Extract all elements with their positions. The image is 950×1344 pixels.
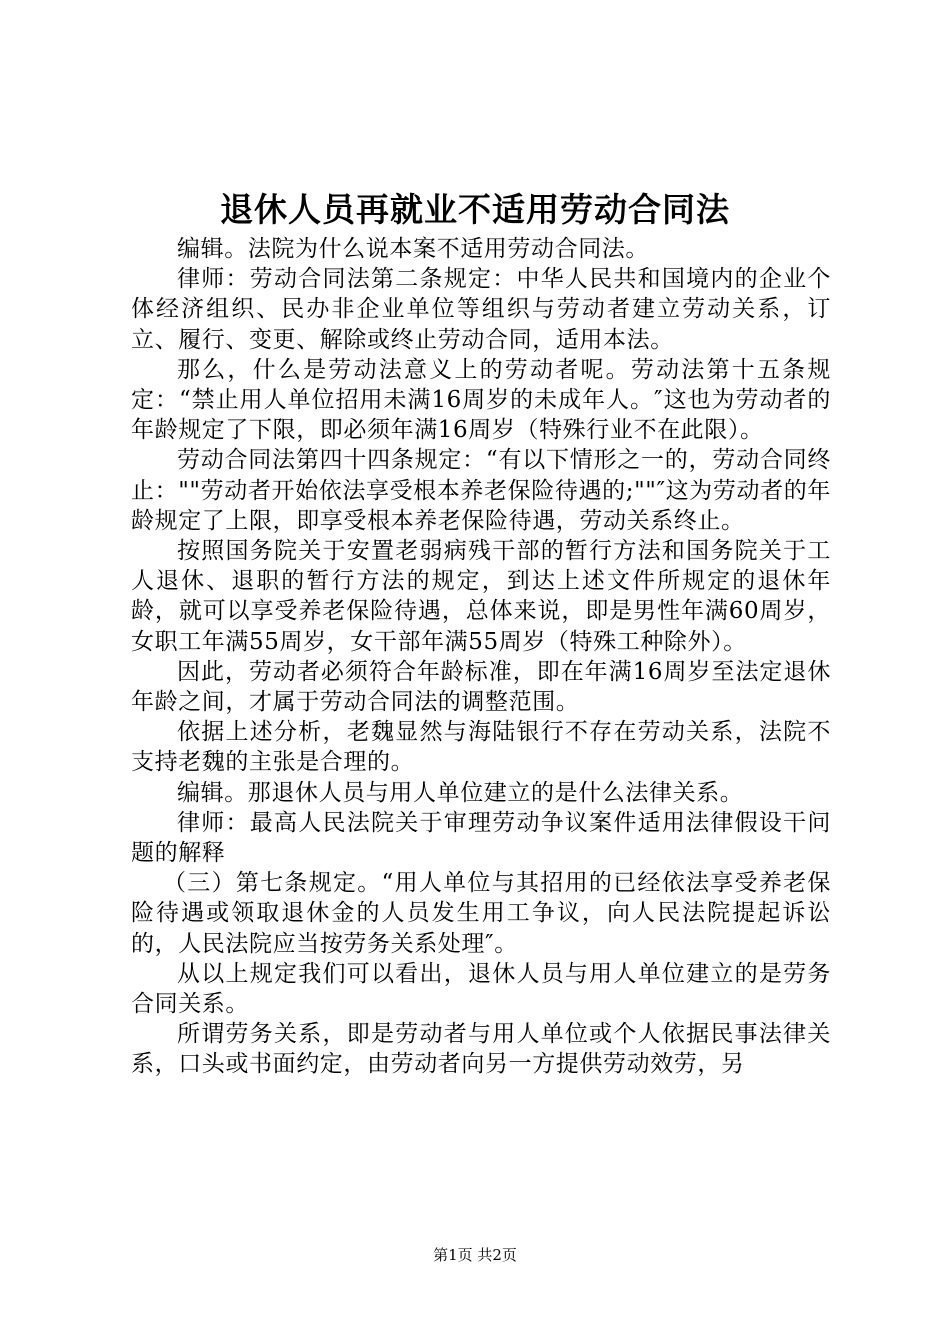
paragraph: 从以上规定我们可以看出，退休人员与用人单位建立的是劳务合同关系。 [131, 960, 831, 1018]
paragraph: 按照国务院关于安置老弱病残干部的暂行方法和国务院关于工人退休、退职的暂行方法的规定，到达上述文件所规定的退休年龄，就可以享受养老保险待遇，总体来说，即是男性年满60周岁，女职工年满55周岁，女干部年满55周岁（特殊工种除外）。 [131, 538, 831, 655]
paragraph: 所谓劳务关系，即是劳动者与用人单位或个人依据民事法律关系，口头或书面约定，由劳动者向另一方提供劳动效劳，另 [131, 1021, 831, 1078]
paragraph: 律师：劳动合同法第二条规定：中华人民共和国境内的企业个体经济组织、民办非企业单位等组织与劳动者建立劳动关系，订立、履行、变更、解除或终止劳动合同，适用本法。 [131, 266, 831, 353]
page-number-footer: 第1页 共2页 [433, 1246, 517, 1264]
document-body [131, 234, 831, 1080]
document-title: 退休人员再就业不适用劳动合同法 [220, 190, 730, 229]
paragraph: （三）第七条规定。“用人单位与其招用的已经依法享受养老保险待遇或领取退休金的人员发生用工争议，向人民法院提起诉讼的，人民法院应当按劳务关系处理″。 [131, 870, 831, 957]
paragraph: 律师：最高人民法院关于审理劳动争议案件适用法律假设干问题的解释 [131, 809, 831, 867]
paragraph: 依据上述分析，老魏显然与海陆银行不存在劳动关系，法院不支持老魏的主张是合理的。 [131, 719, 831, 776]
paragraph: 劳动合同法第四十四条规定：“有以下情形之一的，劳动合同终止：""劳动者开始依法享受根本养老保险待遇的;""″这为劳动者的年龄规定了上限，即享受根本养老保险待遇，劳动关系终止。 [131, 447, 831, 534]
paragraph: 因此，劳动者必须符合年龄标准，即在年满16周岁至法定退休年龄之间，才属于劳动合同法的调整范围。 [131, 658, 831, 716]
paragraph: 编辑。那退休人员与用人单位建立的是什么法律关系。 [177, 779, 744, 806]
paragraph: 那么，什么是劳动法意义上的劳动者呢。劳动法第十五条规定：“禁止用人单位招用未满16周岁的未成年人。″这也为劳动者的年龄规定了下限，即必须年满16周岁（特殊行业不在此限）。 [131, 356, 831, 444]
paragraph: 编辑。法院为什么说本案不适用劳动合同法。 [177, 236, 649, 262]
